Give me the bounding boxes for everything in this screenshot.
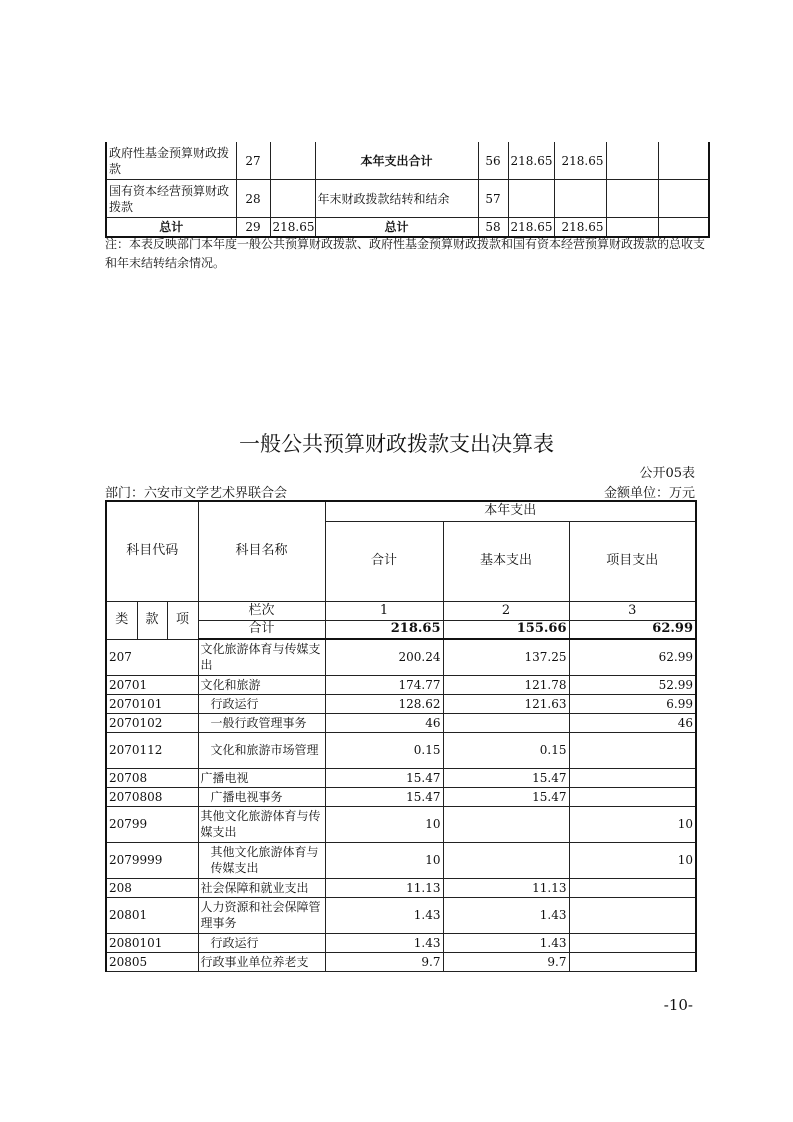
- row-total: 46: [325, 713, 443, 732]
- row-basic: 15.47: [443, 787, 569, 806]
- header-lei: 类: [106, 601, 137, 639]
- row-basic: 15.47: [443, 768, 569, 787]
- row-subject-code: 208: [106, 878, 198, 897]
- row-total: 15.47: [325, 768, 443, 787]
- row-basic: [443, 806, 569, 842]
- row-subject-code: 2080101: [106, 933, 198, 952]
- row-label: 国有资本经营预算财政拨款: [106, 180, 236, 218]
- row-amount: [270, 180, 315, 218]
- form-code: 公开05表: [639, 466, 695, 481]
- row-right-line: 56: [478, 142, 508, 180]
- table-row: [106, 952, 696, 971]
- row-total: 10: [325, 806, 443, 842]
- row-project: 46: [569, 713, 696, 732]
- row-project: [569, 878, 696, 897]
- row-subject-name: 文化旅游体育与传媒支出: [198, 639, 325, 675]
- row-subject-code: 2070101: [106, 694, 198, 713]
- row-subject-name: 行政事业单位养老支: [198, 952, 325, 971]
- table-row: [106, 694, 696, 713]
- row-basic: 1.43: [443, 897, 569, 933]
- general-budget-expenditure-table: [105, 500, 697, 972]
- row-project: [569, 897, 696, 933]
- sum-label: 合计: [198, 620, 325, 639]
- row-subject-code: 20701: [106, 675, 198, 694]
- row-subject-code: 2070808: [106, 787, 198, 806]
- sum-basic: 155.66: [443, 620, 569, 639]
- row-total: 11.13: [325, 878, 443, 897]
- row-label: 政府性基金预算财政拨款: [106, 142, 236, 180]
- row-right-line: 57: [478, 180, 508, 218]
- row-subject-code: 2079999: [106, 842, 198, 878]
- row-project: 52.99: [569, 675, 696, 694]
- row-subject-name: 广播电视: [198, 768, 325, 787]
- row-project: [569, 933, 696, 952]
- table-row: [106, 806, 696, 842]
- row-subject-code: 207: [106, 639, 198, 675]
- row-c2: 218.65: [554, 142, 606, 180]
- header-total: 合计: [325, 521, 443, 601]
- row-c3: [606, 180, 658, 218]
- row-line: 29: [236, 218, 270, 238]
- row-subject-name: 行政运行: [198, 694, 325, 713]
- table-note: 注：本表反映部门本年度一般公共预算财政拨款、政府性基金预算财政拨款和国有资本经营预算财政拨款的总收支和年末结转结余情况。: [105, 237, 706, 270]
- row-c4: [658, 180, 709, 218]
- income-expense-table-continuation: [105, 142, 710, 238]
- row-c2: 218.65: [554, 218, 606, 238]
- row-subject-name: 其他文化旅游体育与传媒支出: [198, 842, 325, 878]
- row-total: 0.15: [325, 732, 443, 768]
- row-subject-name: 一般行政管理事务: [198, 713, 325, 732]
- row-subject-name: 其他文化旅游体育与传媒支出: [198, 806, 325, 842]
- row-project: [569, 787, 696, 806]
- row-basic: 121.63: [443, 694, 569, 713]
- row-total: 15.47: [325, 787, 443, 806]
- department-label: 部门：六安市文学艺术界联合会: [105, 486, 288, 501]
- row-basic: 137.25: [443, 639, 569, 675]
- header-xiang: 项: [167, 601, 198, 639]
- row-c3: [606, 142, 658, 180]
- row-project: [569, 768, 696, 787]
- header-subject-code: 科目代码: [106, 501, 198, 601]
- header-lanci: 栏次: [198, 601, 325, 620]
- row-subject-name: 人力资源和社会保障管理事务: [198, 897, 325, 933]
- row-basic: 11.13: [443, 878, 569, 897]
- row-line: 28: [236, 180, 270, 218]
- table-row: [106, 897, 696, 933]
- row-subject-code: 20708: [106, 768, 198, 787]
- table-row: [106, 732, 696, 768]
- row-right-label: 总计: [315, 218, 478, 238]
- table-row: [106, 878, 696, 897]
- row-subject-name: 文化和旅游市场管理: [198, 732, 325, 768]
- row-subject-name: 广播电视事务: [198, 787, 325, 806]
- row-basic: 1.43: [443, 933, 569, 952]
- header-col1: 1: [325, 601, 443, 620]
- row-line: 27: [236, 142, 270, 180]
- row-basic: [443, 842, 569, 878]
- table-row: [106, 639, 696, 675]
- row-total: 174.77: [325, 675, 443, 694]
- row-basic: 9.7: [443, 952, 569, 971]
- row-project: 6.99: [569, 694, 696, 713]
- row-label: 总计: [106, 218, 236, 238]
- row-subject-code: 20801: [106, 897, 198, 933]
- row-right-label: 本年支出合计: [315, 142, 478, 180]
- row-total: 1.43: [325, 897, 443, 933]
- table-row: [106, 142, 709, 180]
- table-row: [106, 842, 696, 878]
- row-amount: 218.65: [270, 218, 315, 238]
- row-basic: 121.78: [443, 675, 569, 694]
- row-project: 10: [569, 842, 696, 878]
- row-right-label: 年末财政拨款结转和结余: [315, 180, 478, 218]
- header-col3: 3: [569, 601, 696, 620]
- table-row: [106, 180, 709, 218]
- header-col2: 2: [443, 601, 569, 620]
- row-c1: 218.65: [508, 218, 554, 238]
- header-current-expense: 本年支出: [325, 501, 696, 521]
- row-basic: [443, 713, 569, 732]
- row-total: 128.62: [325, 694, 443, 713]
- row-subject-code: 2070112: [106, 732, 198, 768]
- row-basic: 0.15: [443, 732, 569, 768]
- row-total: 10: [325, 842, 443, 878]
- row-project: [569, 952, 696, 971]
- row-project: [569, 732, 696, 768]
- row-subject-name: 行政运行: [198, 933, 325, 952]
- sum-project: 62.99: [569, 620, 696, 639]
- page-number: -10-: [663, 996, 693, 1014]
- unit-label: 金额单位：万元: [603, 486, 695, 501]
- row-right-line: 58: [478, 218, 508, 238]
- sum-total: 218.65: [325, 620, 443, 639]
- row-total: 200.24: [325, 639, 443, 675]
- row-amount: [270, 142, 315, 180]
- table-row: [106, 933, 696, 952]
- row-subject-code: 2070102: [106, 713, 198, 732]
- row-c1: [508, 180, 554, 218]
- header-project: 项目支出: [569, 521, 696, 601]
- page-title: 一般公共预算财政拨款支出决算表: [239, 432, 554, 456]
- row-total: 9.7: [325, 952, 443, 971]
- header-kuan: 款: [137, 601, 167, 639]
- row-subject-name: 社会保障和就业支出: [198, 878, 325, 897]
- row-project: 10: [569, 806, 696, 842]
- row-c4: [658, 142, 709, 180]
- row-total: 1.43: [325, 933, 443, 952]
- table-row: [106, 713, 696, 732]
- table-row: [106, 768, 696, 787]
- header-subject-name: 科目名称: [198, 501, 325, 601]
- header-basic: 基本支出: [443, 521, 569, 601]
- table-row: [106, 675, 696, 694]
- row-subject-name: 文化和旅游: [198, 675, 325, 694]
- row-c1: 218.65: [508, 142, 554, 180]
- row-subject-code: 20805: [106, 952, 198, 971]
- row-project: 62.99: [569, 639, 696, 675]
- row-subject-code: 20799: [106, 806, 198, 842]
- table-row: [106, 787, 696, 806]
- row-c2: [554, 180, 606, 218]
